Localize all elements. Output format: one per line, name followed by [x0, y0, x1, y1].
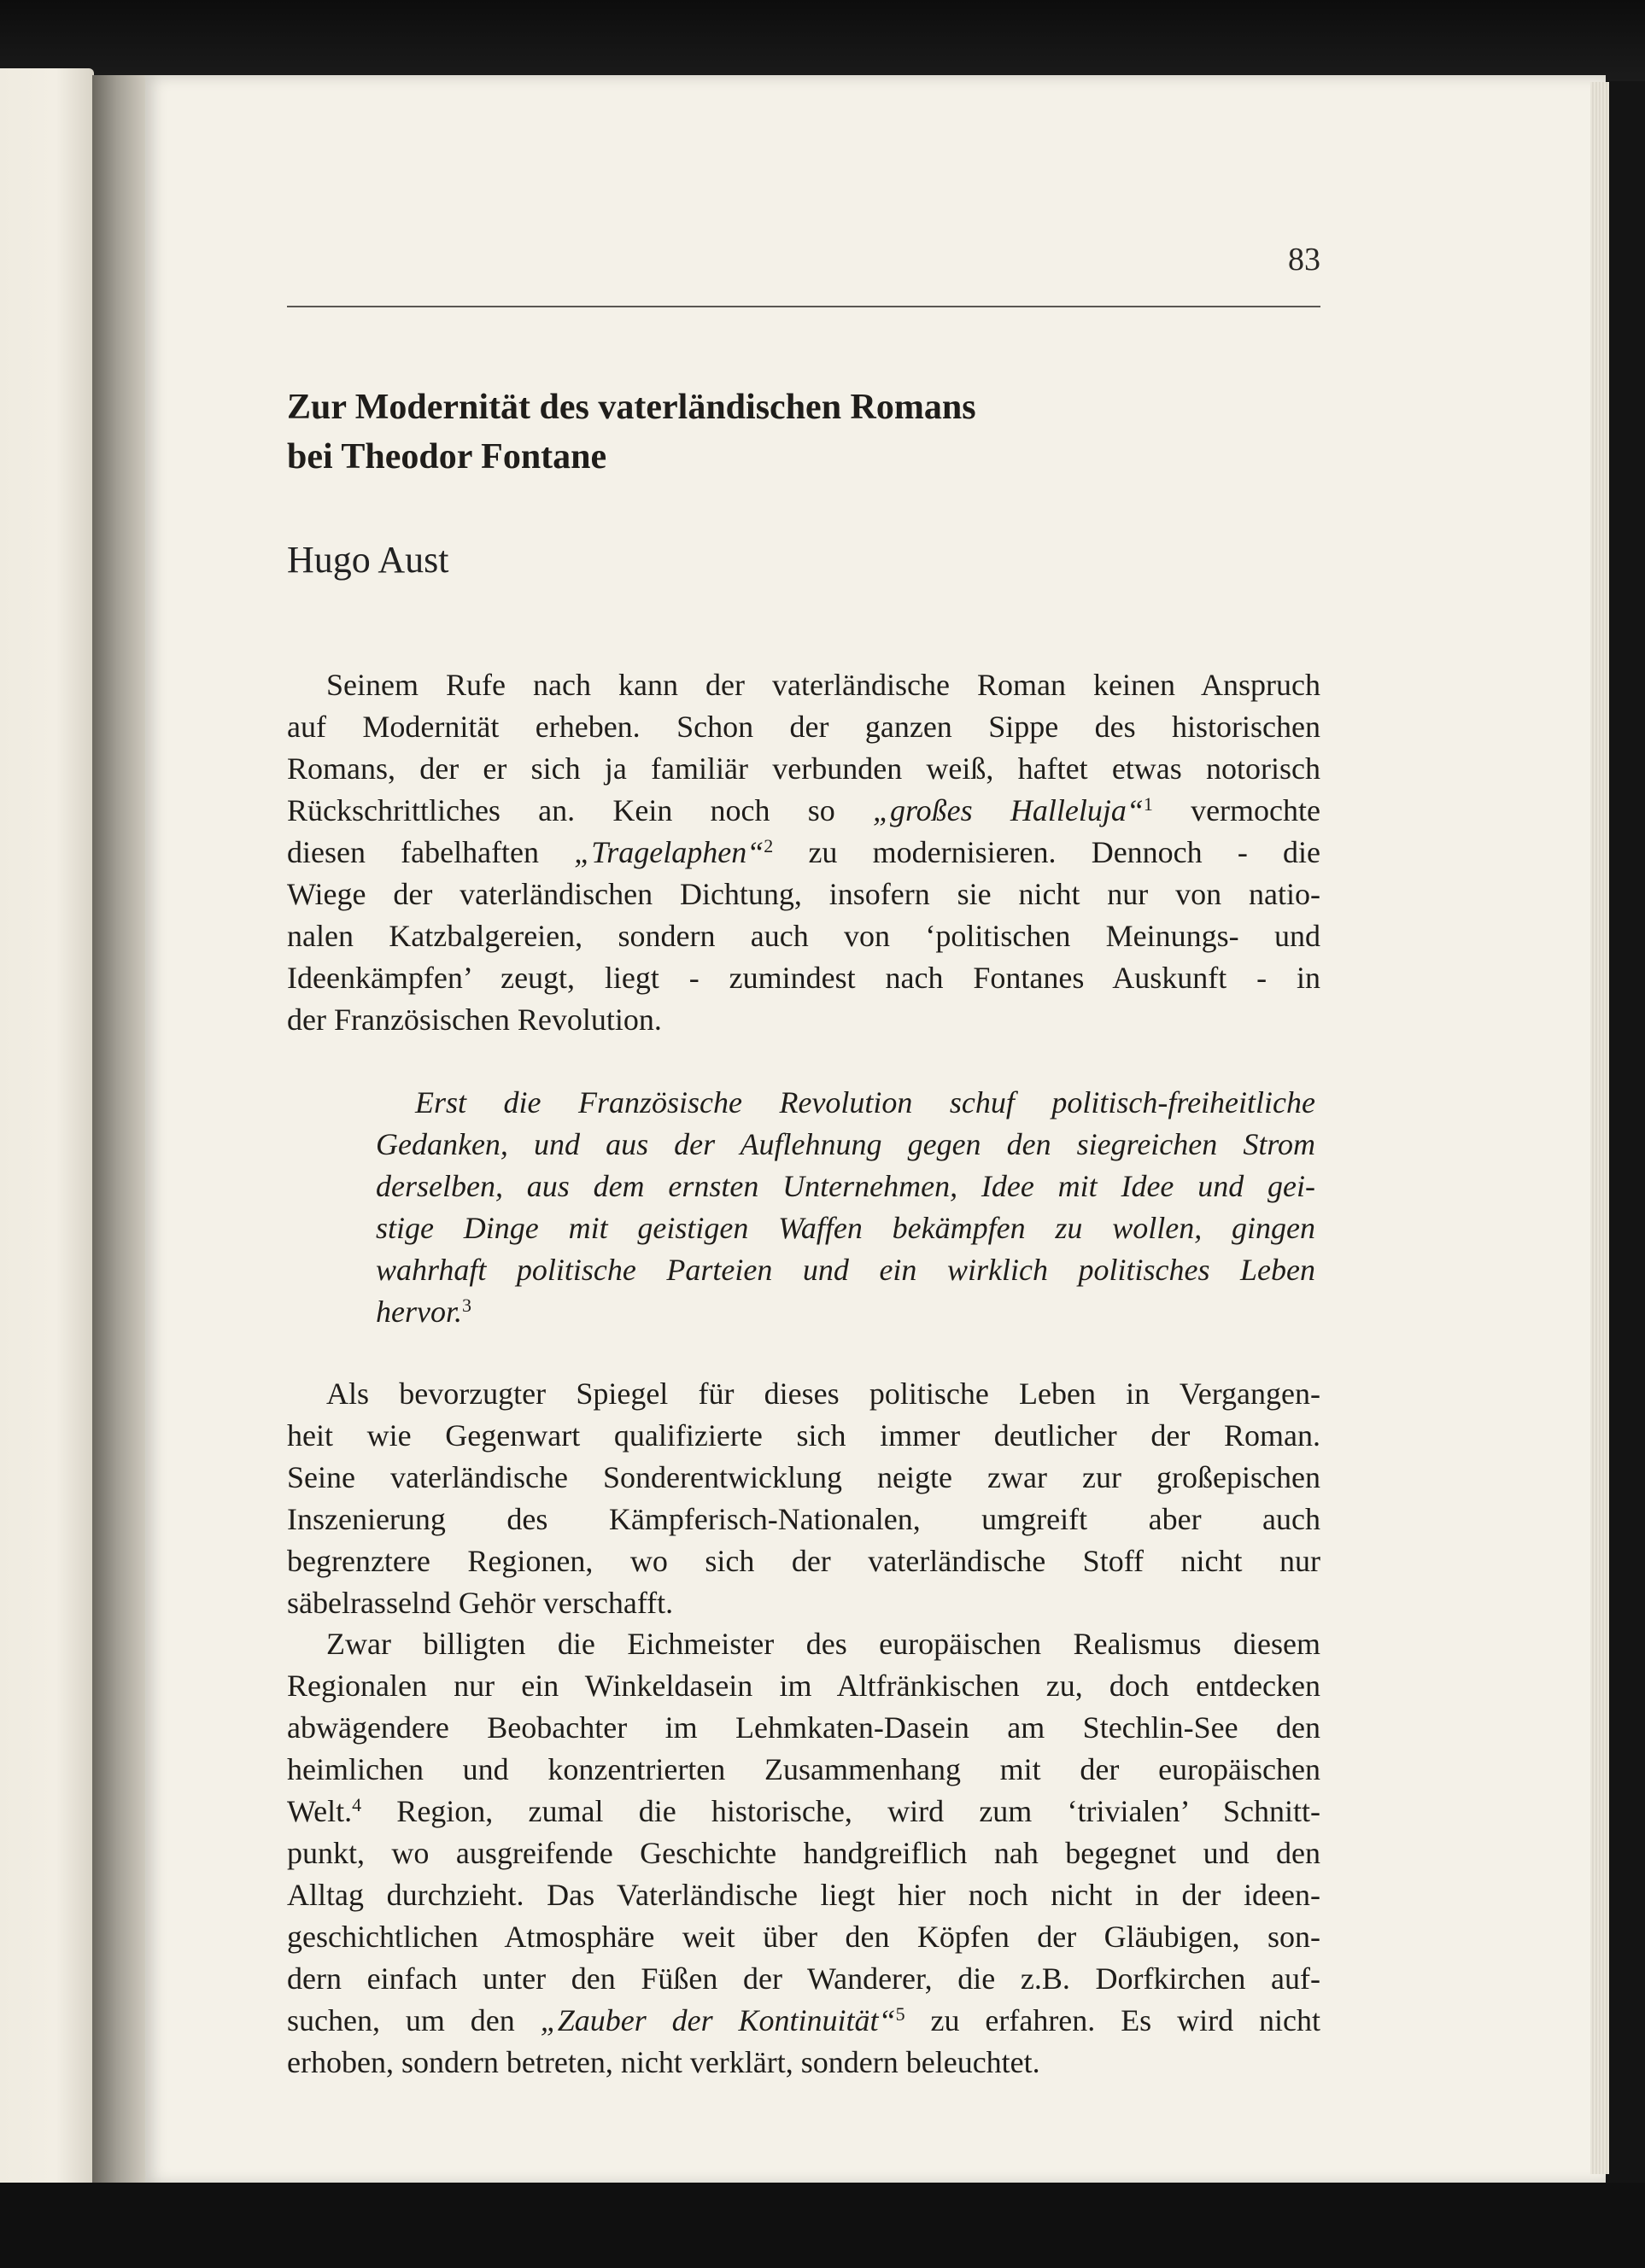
text-line: heit wie Gegenwart qualifizierte sich immer deutlicher der Roman. — [287, 1418, 1320, 1453]
text-line: Welt.$^4$ Region, zumal die historische, wird zum ‘trivialen’ Schnitt- — [287, 1794, 1320, 1828]
text-line: dern einfach unter den Füßen der Wanderer, die z.B. Dorfkirchen auf- — [287, 1961, 1320, 1996]
scanner-background — [0, 0, 1645, 81]
text-line: auf Modernität erheben. Schon der ganzen Sippe des historischen — [287, 710, 1320, 744]
text-line: abwägendere Beobachter im Lehmkaten-Dasein am Stechlin-See den — [287, 1710, 1320, 1745]
text-line: Als bevorzugter Spiegel für dieses politische Leben in Vergangen- — [326, 1377, 1320, 1411]
text-line: nalen Katzbalgereien, sondern auch von ‘politischen Meinungs- und — [287, 919, 1320, 953]
footnote-ref: 3 — [462, 1295, 471, 1316]
text-line: punkt, wo ausgreifende Geschichte handgreiflich nah begegnet und den — [287, 1836, 1320, 1870]
text-line: stige Dinge mit geistigen Waffen bekämpfen zu wollen, gingen — [376, 1211, 1315, 1245]
text-line: Zwar billigten die Eichmeister des europäischen Realismus diesem — [326, 1627, 1320, 1661]
text-line: Seine vaterländische Sonderentwicklung neigte zwar zur großepischen — [287, 1460, 1320, 1494]
text-line: der Französischen Revolution. — [287, 1002, 662, 1037]
text-line: erhoben, sondern betreten, nicht verklärt, sondern beleuchtet. — [287, 2045, 1040, 2079]
paragraph-3 — [287, 1623, 1320, 2084]
text-line: Rückschrittliches an. Kein noch so „großes Halleluja“$^1$ vermochte — [287, 793, 1320, 827]
text-line: begrenztere Regionen, wo sich der vaterländische Stoff nicht nur — [287, 1544, 1320, 1578]
paragraph-2 — [287, 1373, 1320, 1624]
text-line: Inszenierung des Kämpferisch-Nationalen, umgreift aber auch — [287, 1502, 1320, 1536]
text-line: Regionalen nur ein Winkeldasein im Altfränkischen zu, doch entdecken — [287, 1669, 1320, 1703]
book-gutter — [92, 75, 152, 2184]
footnote-ref: 1 — [1143, 793, 1153, 815]
text-line: wahrhaft politische Parteien und ein wirklich politisches Leben — [376, 1253, 1315, 1287]
scanner-background-bottom — [0, 2183, 1645, 2268]
emphasis-quote: „Tragelaphen“ — [574, 835, 764, 869]
header-rule — [287, 306, 1320, 307]
page-number: 83 — [1288, 242, 1320, 278]
text-line: suchen, um den „Zauber der Kontinuität“$^5$ zu erfahren. Es wird nicht — [287, 2003, 1320, 2037]
text-line: geschichtlichen Atmosphäre weit über den Köpfen der Gläubigen, son- — [287, 1920, 1320, 1954]
text-line: diesen fabelhaften „Tragelaphen“$^2$ zu modernisieren. Dennoch - die — [287, 835, 1320, 869]
text-line: Erst die Französische Revolution schuf politisch-freiheitliche — [415, 1085, 1315, 1119]
text-line: Wiege der vaterländischen Dichtung, insofern sie nicht nur von natio- — [287, 877, 1320, 911]
text-line: säbelrasselnd Gehör verschafft. — [287, 1586, 674, 1620]
title-line-2: bei Theodor Fontane — [287, 437, 607, 476]
text-line: heimlichen und konzentrierten Zusammenhang mit der europäischen — [287, 1752, 1320, 1786]
text-line: Gedanken, und aus der Auflehnung gegen den siegreichen Strom — [376, 1127, 1315, 1161]
block-quote — [376, 1082, 1315, 1333]
paragraph-1 — [287, 664, 1320, 1041]
text-line: hervor.$^3$ — [376, 1295, 471, 1329]
emphasis-quote: „großes Halleluja“ — [872, 793, 1144, 827]
footnote-ref: 2 — [764, 835, 774, 856]
article-title — [287, 383, 1397, 482]
text-line: Ideenkämpfen’ zeugt, liegt - zumindest nach Fontanes Auskunft - in — [287, 961, 1320, 995]
text-line: Alltag durchzieht. Das Vaterländische liegt hier noch nicht in der ideen- — [287, 1878, 1320, 1912]
emphasis-quote: „Zauber der Kontinuität“ — [540, 2003, 896, 2037]
text-line: Seinem Rufe nach kann der vaterländische Roman keinen Anspruch — [326, 668, 1320, 702]
facing-page-edge — [0, 68, 94, 2186]
title-line-1: Zur Modernität des vaterländischen Romans — [287, 388, 976, 427]
page-stack-edge — [1590, 82, 1609, 2174]
footnote-ref: 4 — [352, 1794, 362, 1815]
author-name: Hugo Aust — [287, 539, 449, 581]
text-line: Romans, der er sich ja familiär verbunden weiß, haftet etwas notorisch — [287, 751, 1320, 786]
footnote-ref: 5 — [895, 2003, 905, 2025]
text-line: derselben, aus dem ernsten Unternehmen, Idee mit Idee und gei- — [376, 1169, 1315, 1203]
